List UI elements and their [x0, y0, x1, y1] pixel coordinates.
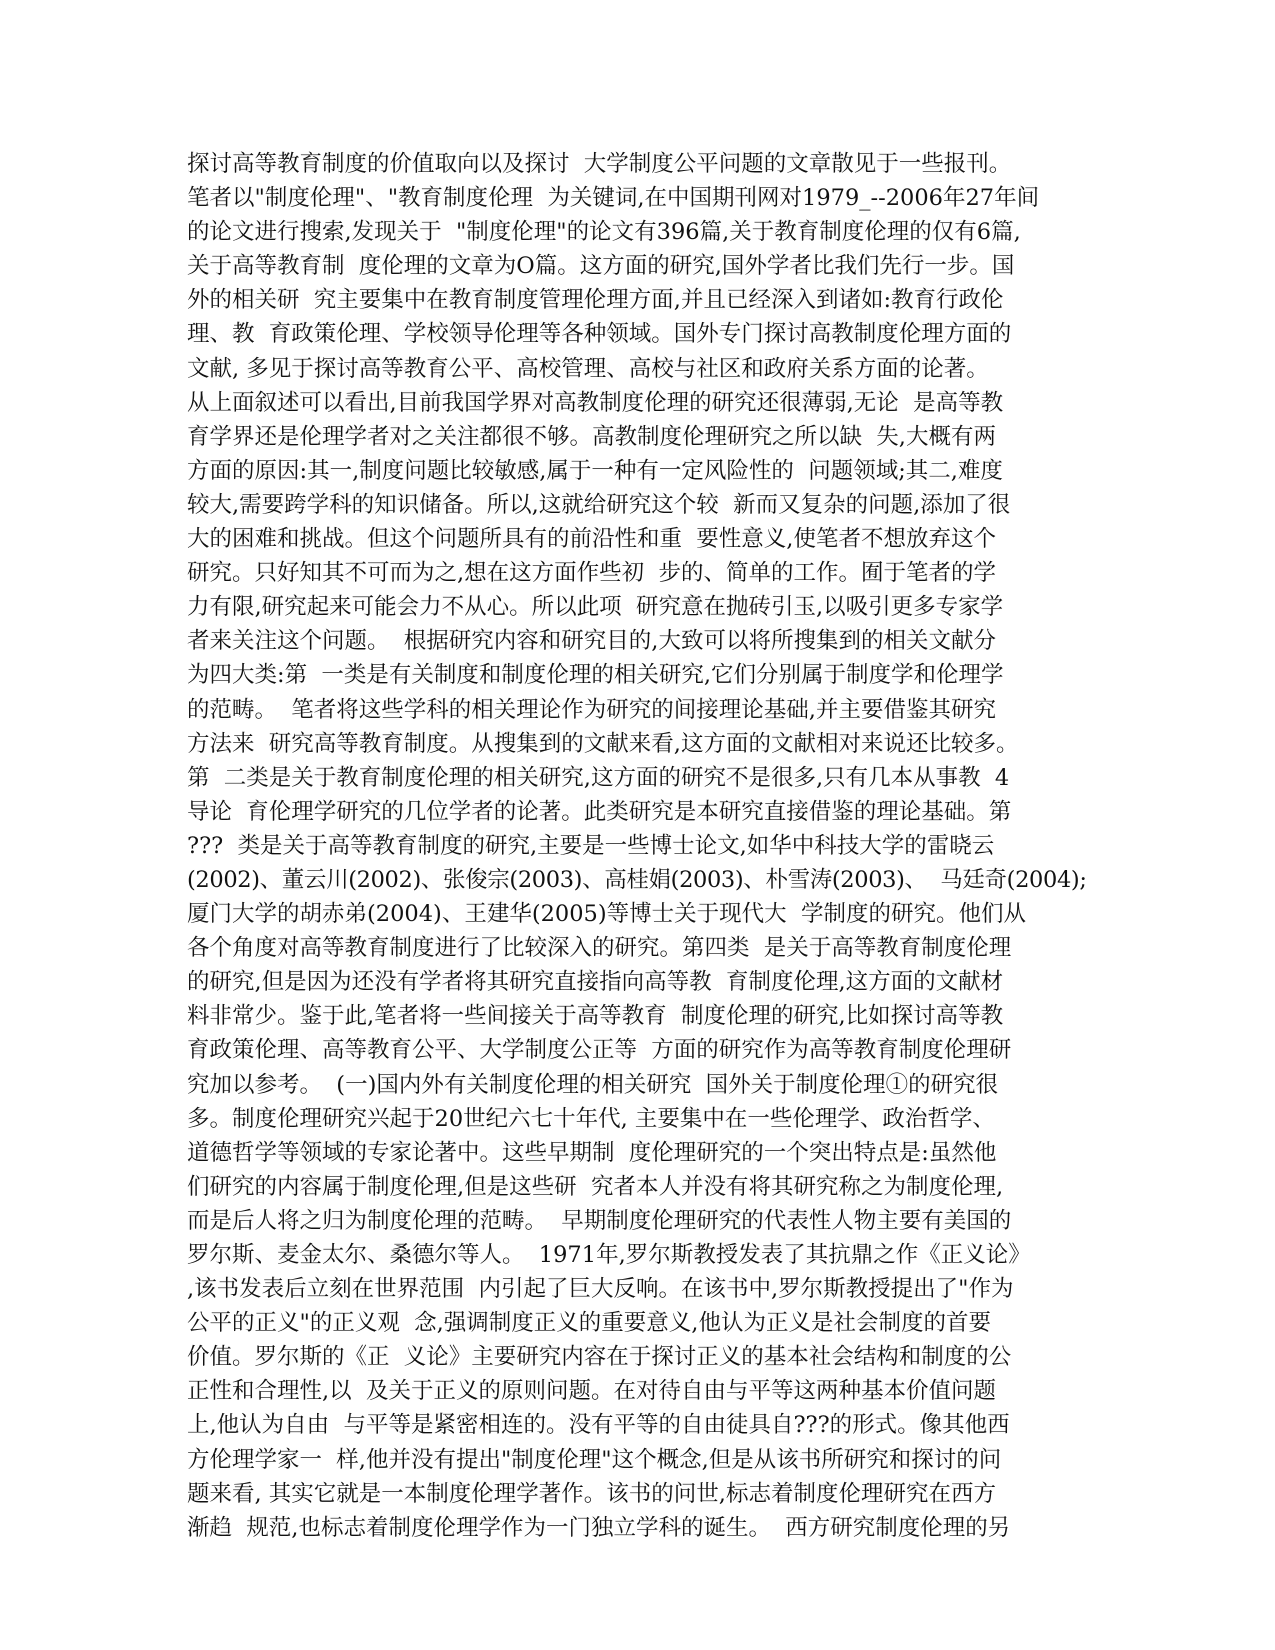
text-line: 探讨高等教育制度的价值取向以及探讨 大学制度公平问题的文章散见于一些报刊。: [187, 151, 1012, 177]
text-line: (2002)、董云川(2002)、张俊宗(2003)、高桂娟(2003)、朴雪涛(2003)、 马廷奇(2004);: [187, 866, 1087, 893]
text-line: 理、教 育政策伦理、学校领导伦理等各种领域。国外专门探讨高教制度伦理方面的: [187, 321, 1012, 348]
text-line: 渐趋 规范,也标志着制度伦理学作为一门独立学科的诞生。 西方研究制度伦理的另: [187, 1514, 1011, 1541]
text-line: 上,他认为自由 与平等是紧密相连的。没有平等的自由徒具自???的形式。像其他西: [187, 1412, 1010, 1439]
text-line: 第 二类是关于教育制度伦理的相关研究,这方面的研究不是很多,只有几本从事教 4: [187, 764, 1010, 791]
text-line: 为四大类:第 一类是有关制度和制度伦理的相关研究,它们分别属于制度学和伦理学: [187, 662, 1004, 689]
text-line: 导论 育伦理学研究的几位学者的论著。此类研究是本研究直接借鉴的理论基础。第: [187, 798, 1012, 825]
text-line: 道德哲学等领域的专家论著中。这些早期制 度伦理研究的一个突出特点是:虽然他: [187, 1139, 997, 1166]
text-line: 力有限,研究起来可能会力不从心。所以此项 研究意在抛砖引玉,以吸引更多专家学: [187, 594, 1004, 621]
text-line: 外的相关研 究主要集中在教育制度管理伦理方面,并且已经深入到诸如:教育行政伦: [187, 287, 1004, 314]
text-line: 从上面叙述可以看出,目前我国学界对高教制度伦理的研究还很薄弱,无论 是高等教: [187, 389, 1004, 416]
text-line: 的范畴。 笔者将这些学科的相关理论作为研究的间接理论基础,并主要借鉴其研究: [187, 696, 996, 723]
text-line: 方伦理学家一 样,他并没有提出"制度伦理"这个概念,但是从该书所研究和探讨的问: [187, 1446, 1002, 1473]
text-line: 厦门大学的胡赤弟(2004)、王建华(2005)等博士关于现代大 学制度的研究。他们从: [187, 901, 1026, 928]
body-text: [187, 147, 1087, 1545]
text-line: 笔者以"制度伦理"、"教育制度伦理 为关键词,在中国期刊网对1979_--2006年27年间: [187, 185, 1040, 212]
text-line: 正性和合理性,以 及关于正义的原则问题。在对待自由与平等这两种基本价值问题: [187, 1378, 996, 1405]
text-line: 较大,需要跨学科的知识储备。所以,这就给研究这个较 新而又复杂的问题,添加了很: [187, 491, 1011, 518]
text-line: 料非常少。鉴于此,笔者将一些间接关于高等教育 制度伦理的研究,比如探讨高等教: [187, 1003, 1004, 1030]
text-line: 而是后人将之归为制度伦理的范畴。 早期制度伦理研究的代表性人物主要有美国的: [187, 1207, 1012, 1234]
text-line: 公平的正义"的正义观 念,强调制度正义的重要意义,他认为正义是社会制度的首要: [187, 1310, 991, 1337]
text-line: 题来看, 其实它就是一本制度伦理学著作。该书的问世,标志着制度伦理研究在西方: [187, 1480, 996, 1507]
text-line: 研究。只好知其不可而为之,想在这方面作些初 步的、简单的工作。囿于笔者的学: [187, 560, 996, 587]
text-line: 方面的原因:其一,制度问题比较敏感,属于一种有一定风险性的 问题领域;其二,难度: [187, 457, 1003, 484]
text-line: 方法来 研究高等教育制度。从搜集到的文献来看,这方面的文献相对来说还比较多。: [187, 730, 1019, 757]
text-line: 们研究的内容属于制度伦理,但是这些研 究者本人并没有将其研究称之为制度伦理,: [187, 1173, 1004, 1200]
text-line: 者来关注这个问题。 根据研究内容和研究目的,大致可以将所搜集到的相关文献分: [187, 628, 996, 655]
text-line: 大的困难和挑战。但这个问题所具有的前沿性和重 要性意义,使笔者不想放弃这个: [187, 526, 996, 553]
text-line: 罗尔斯、麦金太尔、桑德尔等人。 1971年,罗尔斯教授发表了其抗鼎之作《正义论》: [187, 1242, 1031, 1268]
text-line: 育学界还是伦理学者对之关注都很不够。高教制度伦理研究之所以缺 失,大概有两: [187, 423, 996, 450]
text-line: ,该书发表后立刻在世界范围 内引起了巨大反响。在该书中,罗尔斯教授提出了"作为: [187, 1276, 1014, 1303]
text-line: 价值。罗尔斯的《正 义论》主要研究内容在于探讨正义的基本社会结构和制度的公: [187, 1344, 1012, 1371]
text-line: 的论文进行搜索,发现关于 "制度伦理"的论文有396篇,关于教育制度伦理的仅有6篇,: [187, 219, 1021, 246]
text-line: 文献, 多见于探讨高等教育公平、高校管理、高校与社区和政府关系方面的论著。: [187, 355, 989, 382]
text-line: 关于高等教育制 度伦理的文章为O篇。这方面的研究,国外学者比我们先行一步。国: [187, 253, 1015, 280]
text-line: ??? 类是关于高等教育制度的研究,主要是一些博士论文,如华中科技大学的雷晓云: [187, 832, 995, 859]
text-line: 育政策伦理、高等教育公平、大学制度公正等 方面的研究作为高等教育制度伦理研: [187, 1037, 1012, 1064]
text-line: 的研究,但是因为还没有学者将其研究直接指向高等教 育制度伦理,这方面的文献材: [187, 969, 1004, 996]
text-line: 究加以参考。 (一)国内外有关制度伦理的相关研究 国外关于制度伦理①的研究很: [187, 1071, 999, 1098]
text-line: 多。制度伦理研究兴起于20世纪六七十年代, 主要集中在一些伦理学、政治哲学、: [187, 1105, 995, 1132]
text-line: 各个角度对高等教育制度进行了比较深入的研究。第四类 是关于高等教育制度伦理: [187, 935, 1012, 962]
